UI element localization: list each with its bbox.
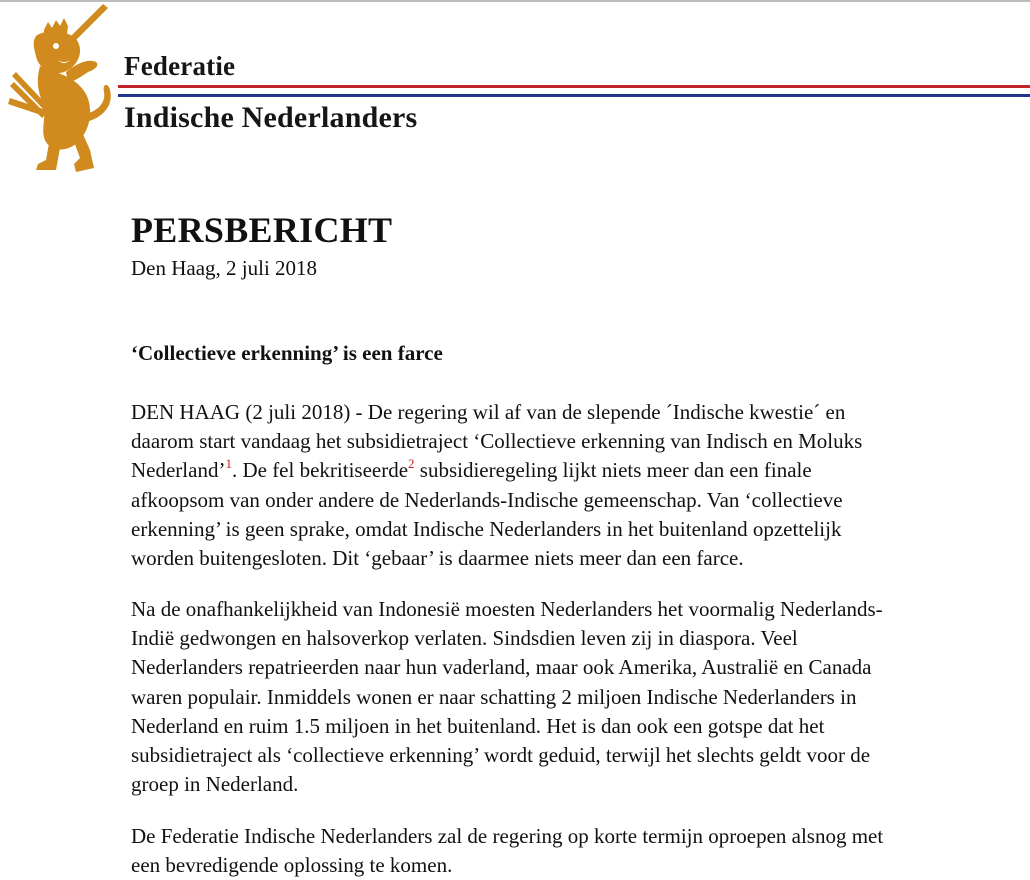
flag-stripe-blue [118,94,1030,97]
text-line: worden buitengesloten. Dit ‘gebaar’ is daarmee niets meer dan een farce. [131,546,744,571]
paragraph-3 [131,822,1026,880]
lion-logo-icon [6,2,118,176]
text-fragment: subsidieregeling lijkt niets meer dan een finale [414,458,812,483]
text-line: erkenning’ is geen sprake, omdat Indische Nederlanders in het buitenland opzettelijk [131,516,842,541]
text-line: groep in Nederland. [131,772,299,797]
dateline: Den Haag, 2 juli 2018 [131,256,318,280]
text-line: daarom start vandaag het subsidietraject ‘Collectieve erkenning van Indisch en Moluks [131,429,863,454]
text-line: subsidietraject als ‘collectieve erkenning’ wordt geduid, terwijl het slechts geldt voor de [131,743,871,768]
text-fragment: . De fel bekritiseerde [231,458,409,483]
press-headline: ‘Collectieve erkenning’ is een farce [131,341,443,365]
text-line: afkoopsom van onder andere de Nederlands-Indische gemeenschap. Van ‘collectieve [131,487,843,512]
text-line-with-footnotes [131,456,1026,485]
text-line: Nederlanders repatrieerden naar hun vaderland, maar ook Amerika, Australië en Canada [131,655,872,680]
paragraph-2 [131,595,1026,799]
top-border [0,0,1030,2]
text-line: Indië gedwongen en halsoverkop verlaten. Sindsdien leven zij in diaspora. Veel [131,626,798,651]
text-line: DEN HAAG (2 juli 2018) - De regering wil af van de slepende ´Indische kwestie´ en [131,400,846,424]
paragraph-1 [131,398,1026,573]
text-line: waren populair. Inmiddels wonen er naar schatting 2 miljoen Indische Nederlanders in [131,684,857,709]
org-name-line2: Indische Nederlanders [124,101,418,134]
text-line: De Federatie Indische Nederlanders zal de regering op korte termijn oproepen alsnog met [131,824,884,848]
document-title: PERSBERICHT [131,210,393,250]
org-name-line1: Federatie [124,51,236,81]
flag-stripe-red [118,85,1030,88]
text-fragment: Nederland’ [131,458,226,483]
text-line: Nederland en ruim 1.5 miljoen in het buitenland. Het is dan ook een gotspe dat het [131,713,825,738]
text-line: een bevredigende oplossing te komen. [131,853,453,878]
text-line: Na de onafhankelijkheid van Indonesië moesten Nederlanders het voormalig Nederlands- [131,597,883,621]
footnote-ref-1[interactable]: 1 [225,456,232,472]
footnote-ref-2[interactable]: 2 [408,456,415,472]
